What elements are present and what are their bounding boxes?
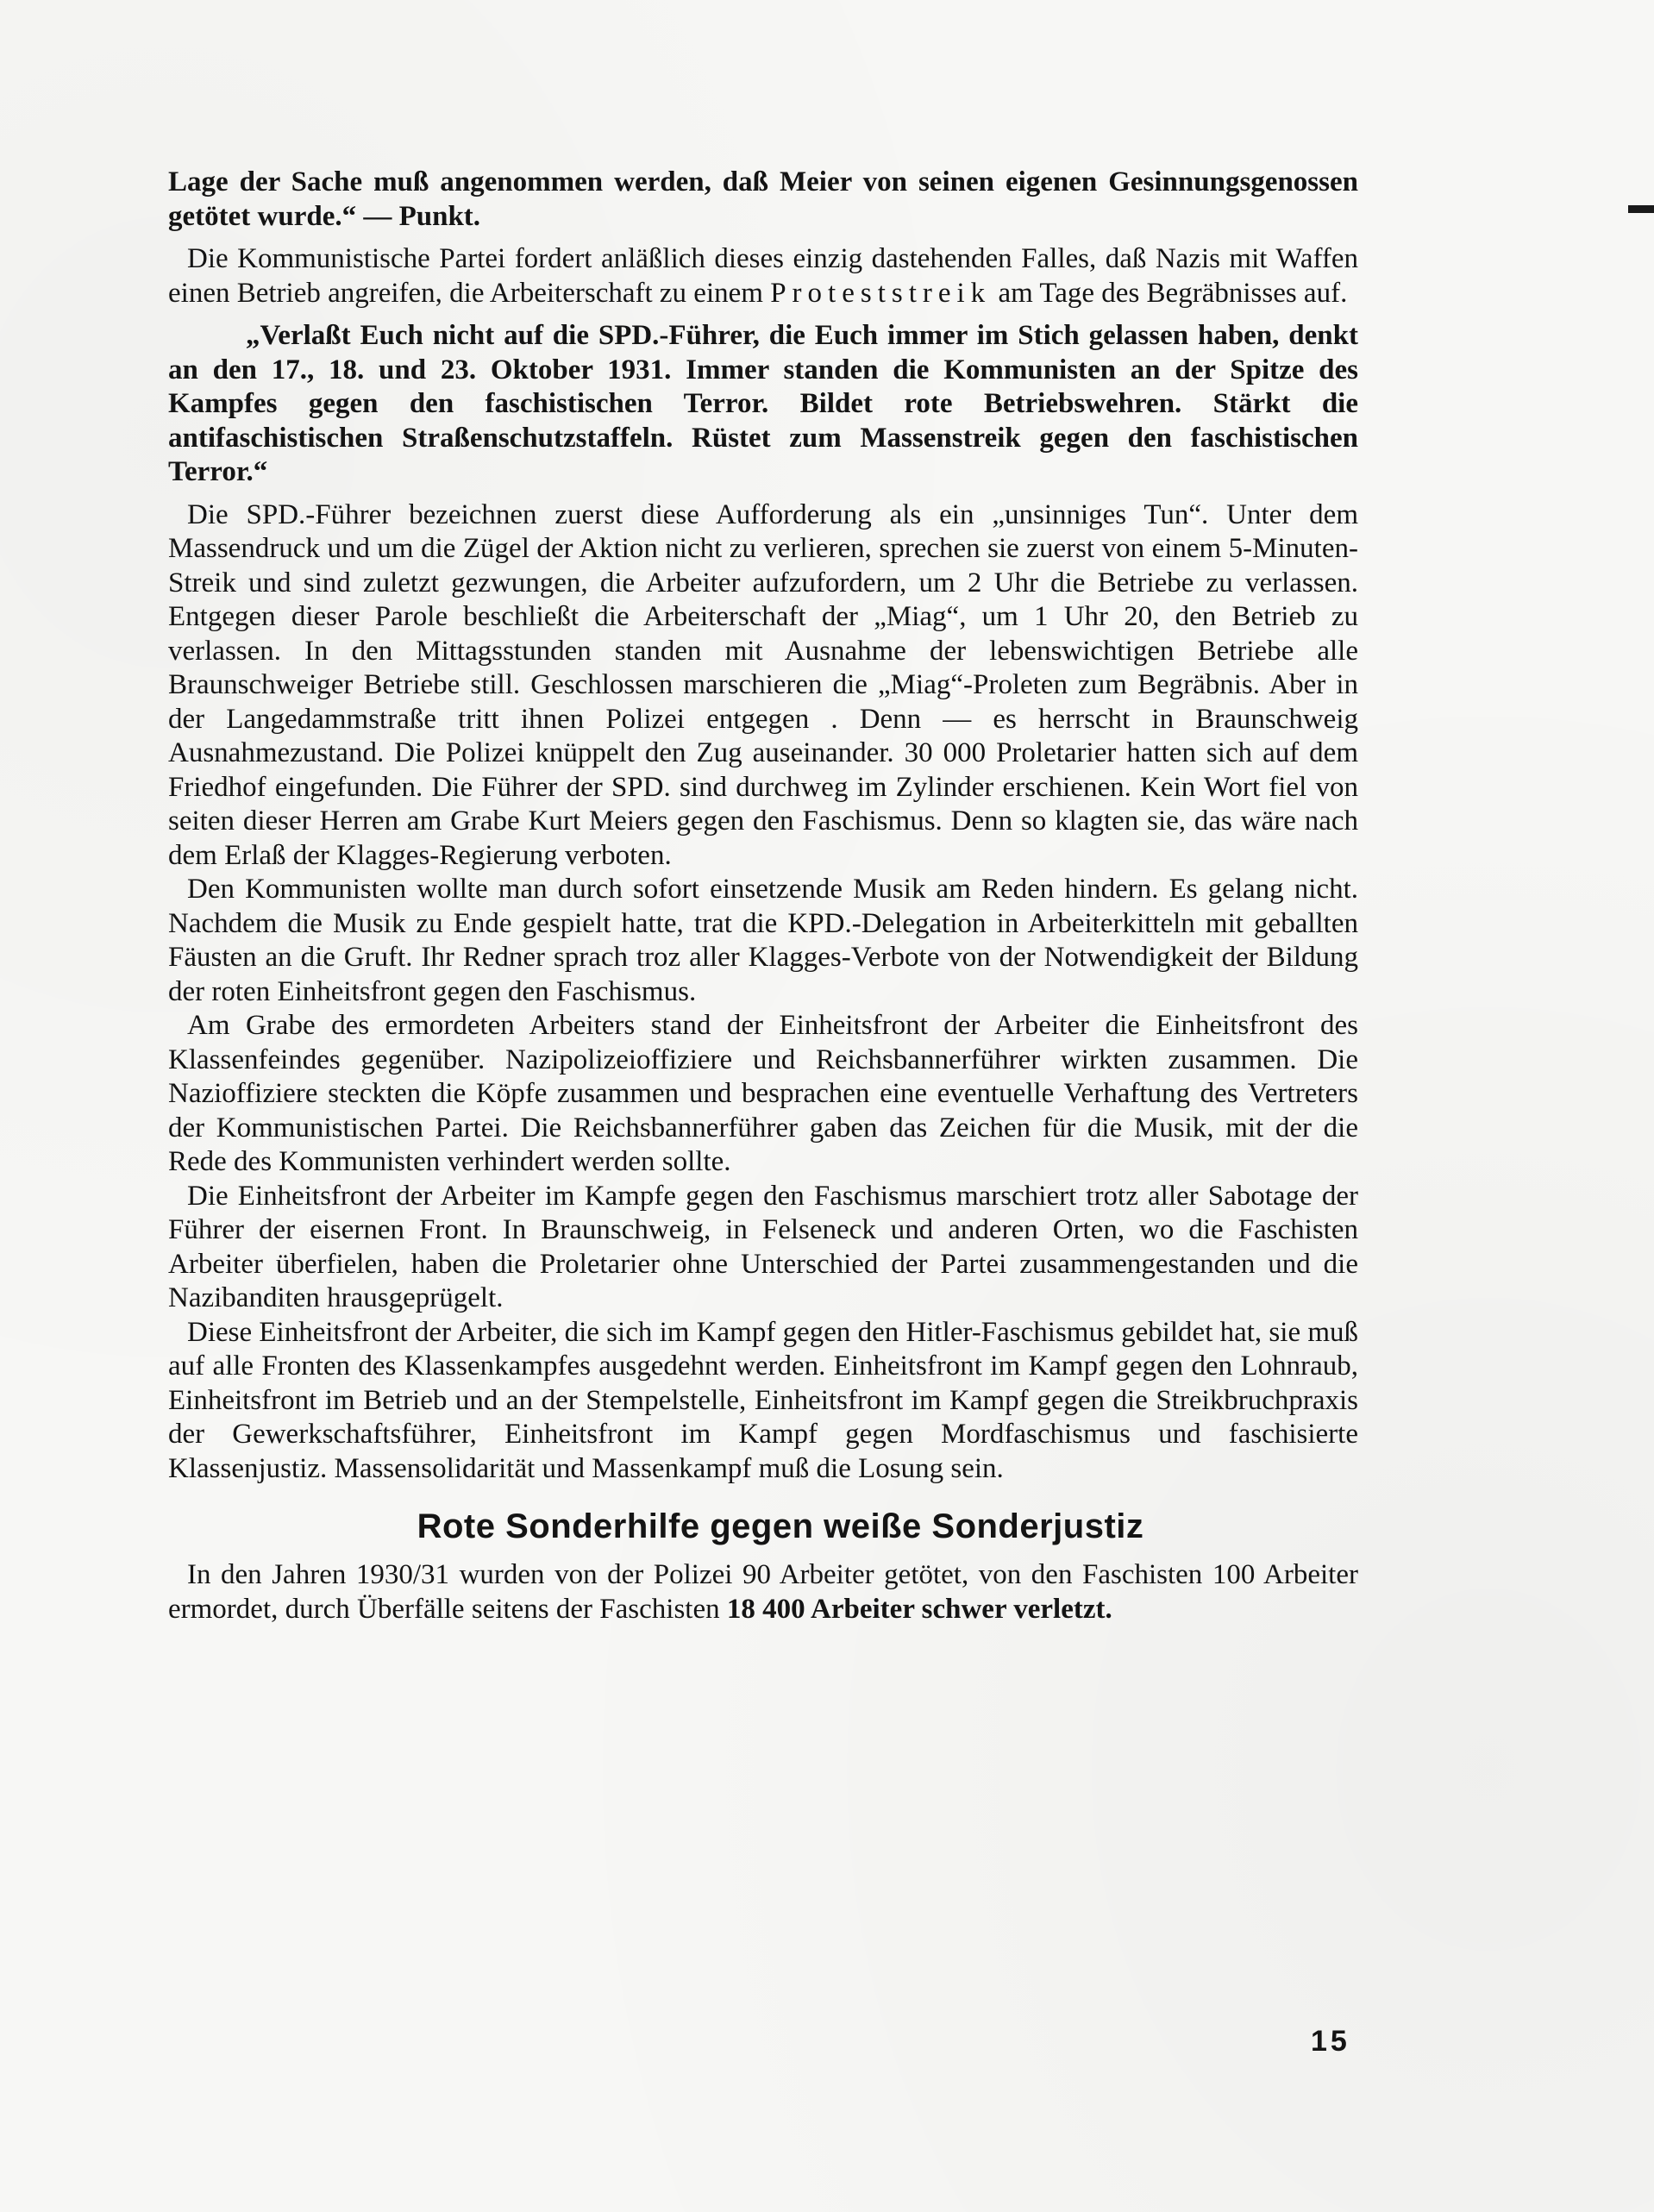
paragraph-3: Die SPD.-Führer bezeichnen zuerst diese Aufforderung als ein „unsinniges Tun“. Unter dem Massendruck und um die Zügel der Aktion nicht zu verlieren, sprechen sie zuerst von einem 5-Minuten-Streik und sind zuletzt gezwungen, die Arbeiter aufzufordern, um 2 Uhr die Betriebe zu verlassen. Entgegen dieser Parole beschließt die Arbeiterschaft der „Miag“, um 1 Uhr 20, den Betrieb zu verlassen. In den Mittagsstunden standen mit Ausnahme der lebenswichtigen Betriebe alle Braunschweiger Betriebe still. Geschlossen marschieren die „Miag“-Proleten zum Begräbnis. Aber in der Langedammstraße tritt ihnen Polizei entgegen . Denn — es herrscht in Braunschweig Ausnahmezustand. Die Polizei knüppelt den Zug auseinander. 30 000 Proletarier hatten sich auf dem Friedhof eingefunden. Die Führer der SPD. sind durchweg im Zylinder erschienen. Kein Wort fiel von seiten dieser Herren am Grabe Kurt Meiers gegen den Faschismus. Denn so klagten sie, das wäre nach dem Erlaß der Klagges-Regierung verboten. [168,498,1358,871]
paragraph-2 [168,242,1358,310]
paragraph-7: Diese Einheitsfront der Arbeiter, die sich im Kampf gegen den Hitler-Faschismus gebildet hat, sie muß auf alle Fronten des Klassenkampfes ausgedehnt werden. Einheitsfront im Kampf gegen den Lohnraub, Einheitsfront im Betrieb und an der Stempelstelle, Einheitsfront im Kampf gegen die Streikbruchpraxis der Gewerkschaftsführer, Einheitsfront im Kampf gegen Mordfaschismus und faschisierte Klassenjustiz. Massensolidarität und Massenkampf muß die Losung sein. [168,1316,1359,1484]
section-heading: Rote Sonderhilfe gegen weiße Sonderjustiz [417,1507,1144,1545]
edge-mark [1628,205,1654,213]
paragraph-6: Die Einheitsfront der Arbeiter im Kampfe gegen den Faschismus marschiert trotz aller Sabotage der Führer der eisernen Front. In Braunschweig, in Felseneck und anderen Orten, wo die Faschisten Arbeiter überfielen, haben die Proletarier ohne Unterschied der Partei zusammengestanden und die Nazibanditen hrausgeprügelt. [168,1180,1358,1313]
page-number: 15 [1311,2025,1350,2058]
quote-block: „Verlaßt Euch nicht auf die SPD.-Führer, die Euch immer im Stich gelassen haben, denkt an den 17., 18. und 23. Oktober 1931. Immer standen die Kommunisten an der Spitze des Kampfes gegen den faschistischen Terror. Bildet rote Betriebswehren. Stärkt die antifaschistischen Straßenschutzstaffeln. Rüstet zum Massenstreik gegen den faschistischen Terror.“ [168,320,1358,487]
proteststreik-spaced: Proteststreik [770,277,992,309]
paragraph-2-text-b: am Tage des Begräbnisses auf. [991,277,1348,309]
paragraph-8 [168,1558,1358,1626]
paragraph-4: Den Kommunisten wollte man durch sofort einsetzende Musik am Reden hindern. Es gelang nicht. Nachdem die Musik zu Ende gespielt hatte, trat die KPD.-Delegation in Arbeiterkitteln mit geballten Fäusten an die Gruft. Ihr Redner sprach troz aller Klagges-Verbote von der Notwendigkeit der Bildung der roten Einheitsfront gegen den Faschismus. [168,874,1358,1007]
text-column [168,166,1358,1626]
paragraph-1: Lage der Sache muß angenommen werden, daß Meier von seinen eigenen Gesinnungsgenossen getötet wurde.“ — Punkt. [168,166,1358,232]
paragraph-2-text-a: Die Kommunistische Partei fordert anläßlich dieses einzig dastehenden Falles, daß Nazis mit Waffen einen Betrieb angreifen, die Arbeiterschaft zu einem [168,243,1358,309]
paragraph-8-text: In den Jahren 1930/31 wurden von der Polizei 90 Arbeiter getötet, von den Faschisten 100 Arbeiter ermordet, durch Überfälle seitens der Faschisten [168,1559,1358,1625]
paragraph-5: Am Grabe des ermordeten Arbeiters stand der Einheitsfront der Arbeiter die Einheitsfront des Klassenfeindes gegenüber. Nazipolizeioffiziere und Reichsbannerführer wirkten zusammen. Die Nazioffiziere steckten die Köpfe zusammen und besprachen eine eventuelle Verhaftung des Vertreters der Kommunistischen Partei. Die Reichsbannerführer gaben das Zeichen für die Musik, mit der die Rede des Kommunisten verhindert werden sollte. [168,1010,1358,1177]
paragraph-8-bold-text: 18 400 Arbeiter schwer verletzt. [726,1593,1112,1625]
